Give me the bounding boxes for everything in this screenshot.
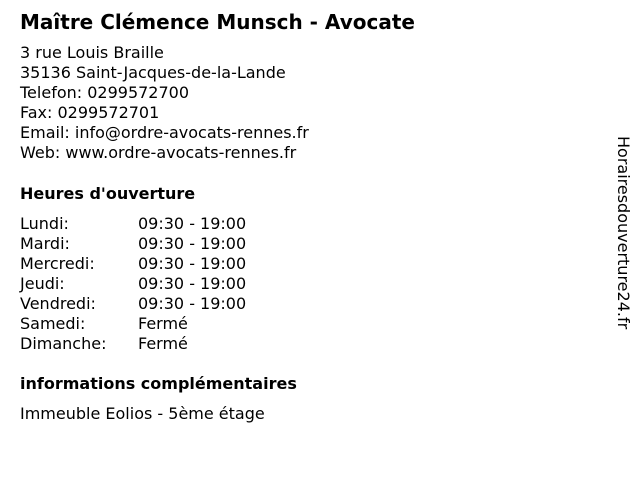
hours-row (20, 234, 246, 254)
time-value: 09:30 - 19:00 (138, 214, 247, 233)
additional-info-heading: informations complémentaires (20, 374, 297, 393)
day-label: Lundi: (20, 214, 69, 233)
day-label: Jeudi: (20, 274, 65, 293)
day-label: Samedi: (20, 314, 86, 333)
day-label: Mardi: (20, 234, 70, 253)
city-line: 35136 Saint-Jacques-de-la-Lande (20, 63, 286, 82)
hours-row (20, 314, 246, 334)
additional-info-text: Immeuble Eolios - 5ème étage (20, 404, 265, 423)
hours-row (20, 334, 246, 354)
day-label: Mercredi: (20, 254, 95, 273)
hours-row (20, 274, 246, 294)
opening-hours-heading: Heures d'ouverture (20, 184, 196, 203)
time-value: 09:30 - 19:00 (138, 234, 247, 253)
page-title: Maître Clémence Munsch - Avocate (20, 10, 415, 34)
hours-row (20, 294, 246, 314)
day-label: Dimanche: (20, 334, 107, 353)
time-value: Fermé (138, 334, 188, 353)
time-value: 09:30 - 19:00 (138, 294, 247, 313)
time-value: 09:30 - 19:00 (138, 274, 247, 293)
phone-line: Telefon: 0299572700 (20, 83, 190, 102)
hours-row (20, 254, 246, 274)
opening-hours-table (20, 214, 246, 354)
site-watermark: Horairesdouverture24.fr (614, 136, 633, 330)
time-value: Fermé (138, 314, 188, 333)
street-address: 3 rue Louis Braille (20, 43, 164, 62)
time-value: 09:30 - 19:00 (138, 254, 247, 273)
website-line: Web: www.ordre-avocats-rennes.fr (20, 143, 297, 162)
hours-row (20, 214, 246, 234)
fax-line: Fax: 0299572701 (20, 103, 160, 122)
day-label: Vendredi: (20, 294, 96, 313)
contact-block (20, 43, 309, 163)
email-line: Email: info@ordre-avocats-rennes.fr (20, 123, 309, 142)
